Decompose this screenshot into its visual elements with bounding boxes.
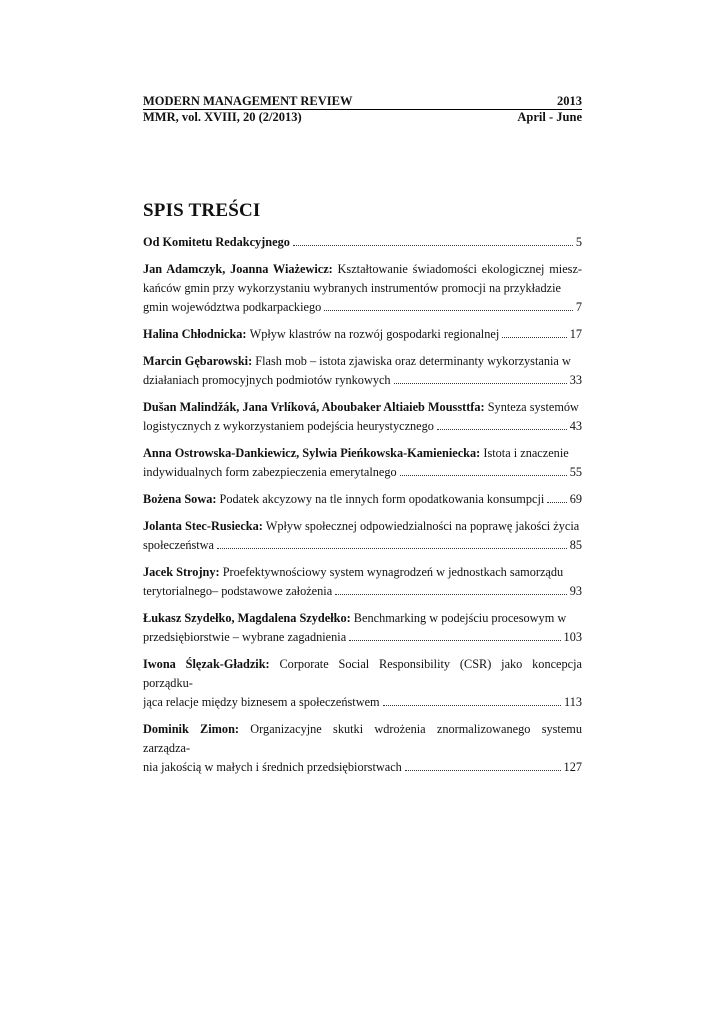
entry-title-text [143, 655, 582, 693]
entry-last-line [143, 417, 582, 436]
entry-page-number: 55 [569, 465, 582, 479]
entry-title-text [143, 260, 582, 298]
entry-authors: Od Komitetu Redakcyjnego [143, 235, 290, 249]
entry-page-number: 127 [563, 760, 582, 774]
dot-leader [217, 537, 567, 549]
entry-title-line: kańców gmin przy wykorzystaniu wybranych instrumentów promocji na przykładzie [143, 281, 561, 295]
entry-page-number: 93 [569, 584, 582, 598]
toc-entry [143, 325, 582, 344]
entry-title-line: Benchmarking w podejściu procesowym w [353, 611, 567, 625]
entry-title-line: Flash mob – istota zjawiska oraz determinanty wykorzystania w [255, 354, 571, 368]
toc-entry [143, 655, 582, 712]
dot-leader [293, 234, 573, 246]
toc-entry [143, 517, 582, 555]
journal-year: 2013 [557, 94, 582, 108]
entry-authors: Anna Ostrowska-Dankiewicz, Sylwia Pieńkowska-Kamieniecka: [143, 446, 481, 460]
entry-title-end: społeczeństwa [143, 538, 215, 552]
entry-title-text [143, 352, 582, 371]
entry-title-end: przedsiębiorstwie – wybrane zagadnienia [143, 630, 347, 644]
page-title: SPIS TREŚCI [143, 200, 261, 221]
entry-title-end: działaniach promocyjnych podmiotów rynkowych [143, 373, 391, 387]
table-of-contents [143, 233, 582, 777]
toc-entry [143, 260, 582, 317]
entry-page-number: 85 [569, 538, 582, 552]
dot-leader [502, 326, 566, 338]
entry-page-number: 7 [575, 300, 582, 314]
dot-leader [394, 372, 567, 384]
entry-title-end: indywidualnych form zabezpieczenia emerytalnego [143, 465, 397, 479]
entry-title-end: logistycznych z wykorzystaniem podejścia heurystycznego [143, 419, 434, 433]
entry-page-number: 103 [563, 630, 582, 644]
issue-period: April - June [517, 110, 582, 124]
entry-last-line [143, 693, 582, 712]
entry-title-end: terytorialnego– podstawowe założenia [143, 584, 333, 598]
entry-authors: Jacek Strojny: [143, 565, 220, 579]
entry-last-line [143, 233, 582, 252]
toc-entry [143, 490, 582, 509]
toc-entry [143, 563, 582, 601]
entry-page-number: 5 [575, 235, 582, 249]
entry-title-end: nia jakością w małych i średnich przedsiębiorstwach [143, 760, 402, 774]
entry-title-end: gmin województwa podkarpackiego [143, 300, 322, 314]
dot-leader [405, 759, 561, 771]
entry-authors: Iwona Ślęzak-Gładzik: [143, 657, 270, 671]
entry-title-end: Wpływ klastrów na rozwój gospodarki regionalnej [249, 327, 500, 341]
entry-authors: Jolanta Stec-Rusiecka: [143, 519, 263, 533]
entry-last-line [143, 298, 582, 317]
dot-leader [383, 694, 561, 706]
entry-last-line [143, 582, 582, 601]
entry-authors: Łukasz Szydełko, Magdalena Szydełko: [143, 611, 351, 625]
entry-authors: Jan Adamczyk, Joanna Wiażewicz: [143, 262, 333, 276]
dot-leader [400, 464, 567, 476]
toc-entry [143, 444, 582, 482]
entry-last-line [143, 758, 582, 777]
entry-page-number: 33 [569, 373, 582, 387]
entry-title-end: jąca relacje między biznesem a społeczeństwem [143, 695, 380, 709]
entry-last-line [143, 325, 582, 344]
entry-authors: Halina Chłodnicka: [143, 327, 247, 341]
entry-title-line: Corporate Social Responsibility (CSR) jako koncepcja porządku- [143, 657, 582, 690]
toc-entry [143, 720, 582, 777]
dot-leader [349, 629, 560, 641]
dot-leader [547, 491, 566, 503]
entry-title-line: Kształtowanie świadomości ekologicznej miesz- [337, 262, 583, 276]
toc-entry [143, 609, 582, 647]
entry-page-number: 17 [569, 327, 582, 341]
entry-title-text [143, 444, 582, 463]
volume-header-row [143, 110, 582, 124]
toc-entry [143, 398, 582, 436]
entry-last-line [143, 463, 582, 482]
volume-info: MMR, vol. XVIII, 20 (2/2013) [143, 110, 302, 124]
entry-title-text [143, 609, 582, 628]
toc-entry [143, 352, 582, 390]
entry-authors: Bożena Sowa: [143, 492, 217, 506]
entry-authors: Marcin Gębarowski: [143, 354, 253, 368]
entry-title-line: Organizacyjne skutki wdrożenia znormalizowanego systemu zarządza- [143, 722, 583, 755]
entry-last-line [143, 536, 582, 555]
entry-title-text [143, 517, 582, 536]
journal-header-row [143, 94, 582, 110]
entry-title-line: Istota i znaczenie [483, 446, 569, 460]
entry-authors: Dominik Zimon: [143, 722, 240, 736]
entry-title-end: Podatek akcyzowy na tle innych form opodatkowania konsumpcji [219, 492, 545, 506]
entry-title-text [143, 398, 582, 417]
dot-leader [437, 418, 567, 430]
entry-page-number: 43 [569, 419, 582, 433]
entry-title-text [143, 720, 582, 758]
entry-title-text [143, 563, 582, 582]
toc-entry [143, 233, 582, 252]
entry-last-line [143, 371, 582, 390]
journal-name: MODERN MANAGEMENT REVIEW [143, 94, 353, 108]
entry-page-number: 69 [569, 492, 582, 506]
entry-page-number: 113 [564, 695, 582, 709]
entry-title-line: Proefektywnościowy system wynagrodzeń w jednostkach samorządu [222, 565, 564, 579]
entry-title-line: Wpływ społecznej odpowiedzialności na poprawę jakości życia [265, 519, 580, 533]
dot-leader [324, 299, 573, 311]
entry-authors: Dušan Malindžák, Jana Vrlíková, Aboubaker Altiaieb Moussttfa: [143, 400, 485, 414]
dot-leader [335, 583, 567, 595]
entry-title-line: Synteza systemów [487, 400, 579, 414]
entry-last-line [143, 490, 582, 509]
entry-last-line [143, 628, 582, 647]
